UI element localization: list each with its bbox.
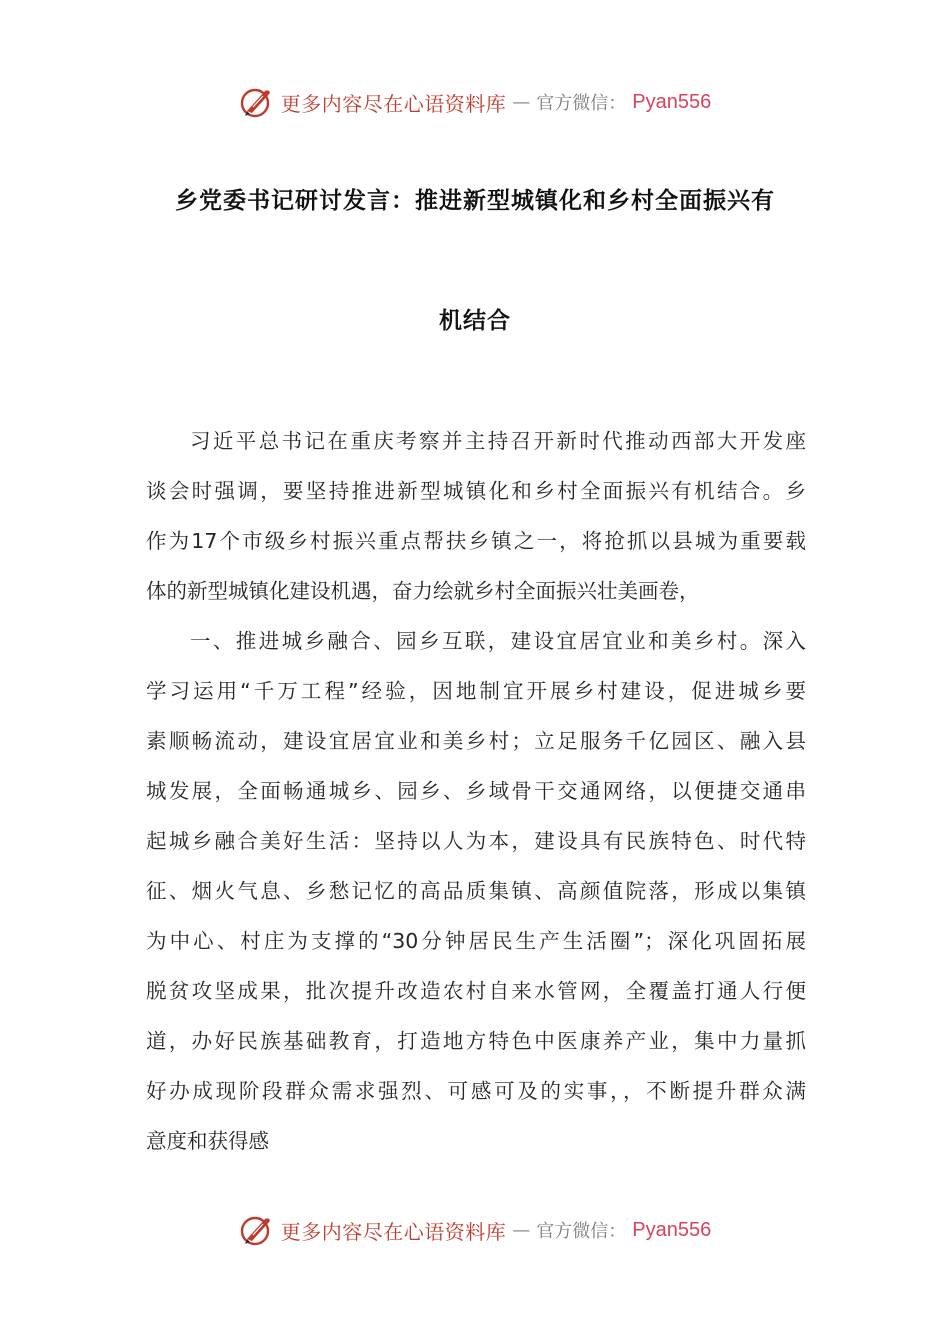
paragraph-line: 体的新型城镇化建设机遇，奋力绘就乡村全面振兴壮美画卷，	[146, 579, 700, 603]
footer-brand-text: 更多内容尽在心语资料库	[280, 1219, 507, 1244]
paragraph-line: 起城乡融合美好生活：坚持以人为本，建设具有民族特色、时代特	[146, 829, 806, 853]
paragraph-line: 素顺畅流动，建设宜居宜业和美乡村；立足服务千亿园区、融入县	[146, 729, 806, 753]
paragraph-1	[146, 416, 806, 616]
footer-wechat-id: Pyan556	[632, 1218, 712, 1241]
header-wechat-id: Pyan556	[632, 90, 712, 113]
header-banner	[0, 82, 950, 122]
footer-banner	[0, 1210, 950, 1250]
paragraph-line: 为中心、村庄为支撑的“30分钟居民生产生活圈”；深化巩固拓展	[146, 929, 806, 953]
paragraph-line: 好办成现阶段群众需求强烈、可感可及的实事，，不断提升群众满	[146, 1079, 806, 1103]
document-body	[146, 416, 806, 1166]
paragraph-line: 征、烟火气息、乡愁记忆的高品质集镇、高颜值院落，形成以集镇	[146, 879, 806, 903]
footer-dash: —	[512, 1219, 531, 1241]
paragraph-line: 一、推进城乡融合、园乡互联，建设宜居宜业和美乡村。深入	[190, 629, 806, 653]
paragraph-line: 学习运用“千万工程”经验，因地制宜开展乡村建设，促进城乡要	[146, 679, 806, 703]
document-title-line-1: 乡党委书记研讨发言：推进新型城镇化和乡村全面振兴有	[175, 188, 775, 214]
paragraph-line: 城发展，全面畅通城乡、园乡、乡域骨干交通网络，以便捷交通串	[146, 779, 806, 803]
footer-wechat-label: 官方微信：	[536, 1221, 627, 1242]
paragraph-line: 脱贫攻坚成果，批次提升改造农村自来水管网，全覆盖打通人行便	[146, 979, 806, 1003]
header-dash: —	[512, 91, 531, 113]
paragraph-line: 谈会时强调，要坚持推进新型城镇化和乡村全面振兴有机结合。乡	[146, 479, 806, 503]
paragraph-line: 习近平总书记在重庆考察并主持召开新时代推动西部大开发座	[190, 429, 806, 453]
paragraph-2	[146, 616, 806, 1166]
document-title-line-2: 机结合	[439, 308, 511, 334]
header-brand-text: 更多内容尽在心语资料库	[280, 91, 507, 116]
quill-pen-icon	[239, 1212, 275, 1248]
paragraph-line: 意度和获得感	[146, 1129, 269, 1153]
header-wechat-label: 官方微信：	[536, 93, 627, 114]
paragraph-line: 作为17个市级乡村振兴重点帮扶乡镇之一，将抢抓以县城为重要载	[146, 529, 806, 553]
paragraph-line: 道，办好民族基础教育，打造地方特色中医康养产业，集中力量抓	[146, 1029, 806, 1053]
quill-pen-icon	[239, 84, 275, 120]
